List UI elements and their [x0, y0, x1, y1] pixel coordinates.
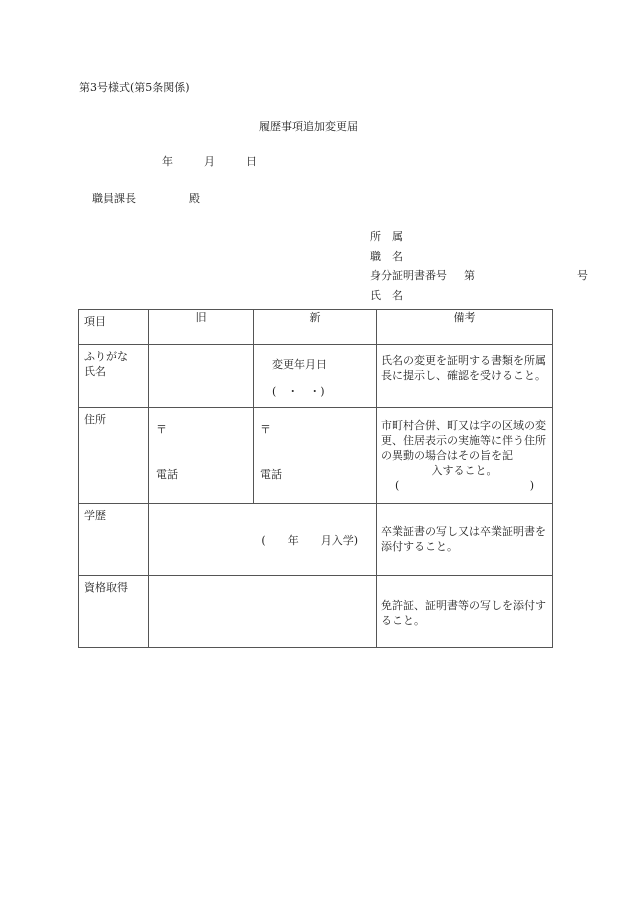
item-address: 住所 — [79, 408, 149, 504]
addressee — [92, 193, 200, 204]
table-row-qualification — [79, 576, 553, 648]
change-table — [78, 309, 553, 648]
date-line — [162, 156, 257, 167]
table-row-address — [79, 408, 553, 504]
header-new: 新 — [254, 310, 377, 345]
id-number-label: 身分証明書番号 — [370, 269, 447, 282]
header-item: 項目 — [79, 310, 149, 345]
old-phone-label: 電話 — [156, 468, 178, 481]
month-label: 月 — [204, 155, 215, 168]
year-label: 年 — [162, 155, 173, 168]
qualification-cell[interactable] — [149, 576, 377, 648]
old-postal-mark: 〒 — [156, 423, 167, 436]
name-label: 氏 名 — [370, 288, 403, 302]
form-id: 第3号様式(第5条関係) — [79, 81, 190, 94]
note-qualification — [377, 576, 553, 648]
enrollment-date: ( 年 月入学) — [261, 534, 358, 547]
paren-open: ( — [395, 479, 400, 492]
note-name-text: 氏名の変更を証明する書類を所属長に提示し、確認を受けること。 — [381, 354, 546, 382]
id-number-suffix: 号 — [577, 269, 588, 282]
note-address-text: 市町村合併、町又は字の区域の変更、住居表示の実施等に伴う住所の異動の場合はその旨を記 — [381, 419, 546, 462]
table-row-education — [79, 504, 553, 576]
affiliation-label: 所 属 — [370, 230, 403, 243]
note-qualification-text: 免許証、証明書等の写しを添付すること。 — [381, 599, 546, 627]
position-label: 職 名 — [370, 249, 403, 263]
change-date-label: 変更年月日 — [272, 358, 327, 371]
id-number-row — [370, 270, 588, 290]
item-furigana: ふりがな — [84, 350, 128, 363]
old-name-cell[interactable] — [149, 345, 254, 408]
new-phone-label: 電話 — [260, 468, 282, 481]
new-address-cell[interactable] — [254, 408, 377, 504]
applicant-block — [370, 231, 588, 309]
table-row-name — [79, 345, 553, 408]
item-education: 学歴 — [79, 504, 149, 576]
id-number-prefix: 第 — [464, 269, 475, 282]
document-title: 履歴事項追加変更届 — [259, 120, 358, 133]
header-note: 備考 — [377, 310, 553, 345]
note-education-text: 卒業証書の写し又は卒業証明書を添付すること。 — [381, 525, 546, 553]
note-address-parens — [381, 478, 548, 493]
note-address — [377, 408, 553, 504]
new-postal-mark: 〒 — [260, 423, 271, 436]
note-address-cont: 入すること。 — [431, 464, 498, 477]
item-qualification: 資格取得 — [79, 576, 149, 648]
item-shimei: 氏名 — [84, 365, 106, 378]
addressee-honorific: 殿 — [189, 192, 200, 205]
paren-close: ) — [529, 479, 534, 492]
item-name — [79, 345, 149, 408]
old-address-cell[interactable] — [149, 408, 254, 504]
day-label: 日 — [246, 155, 257, 168]
education-cell[interactable] — [149, 504, 377, 576]
addressee-name: 職員課長 — [92, 192, 136, 205]
note-education — [377, 504, 553, 576]
change-date-value: ( ・ ・) — [272, 385, 325, 398]
note-name — [377, 345, 553, 408]
header-old: 旧 — [149, 310, 254, 345]
header-row — [79, 310, 553, 345]
new-name-cell[interactable] — [254, 345, 377, 408]
